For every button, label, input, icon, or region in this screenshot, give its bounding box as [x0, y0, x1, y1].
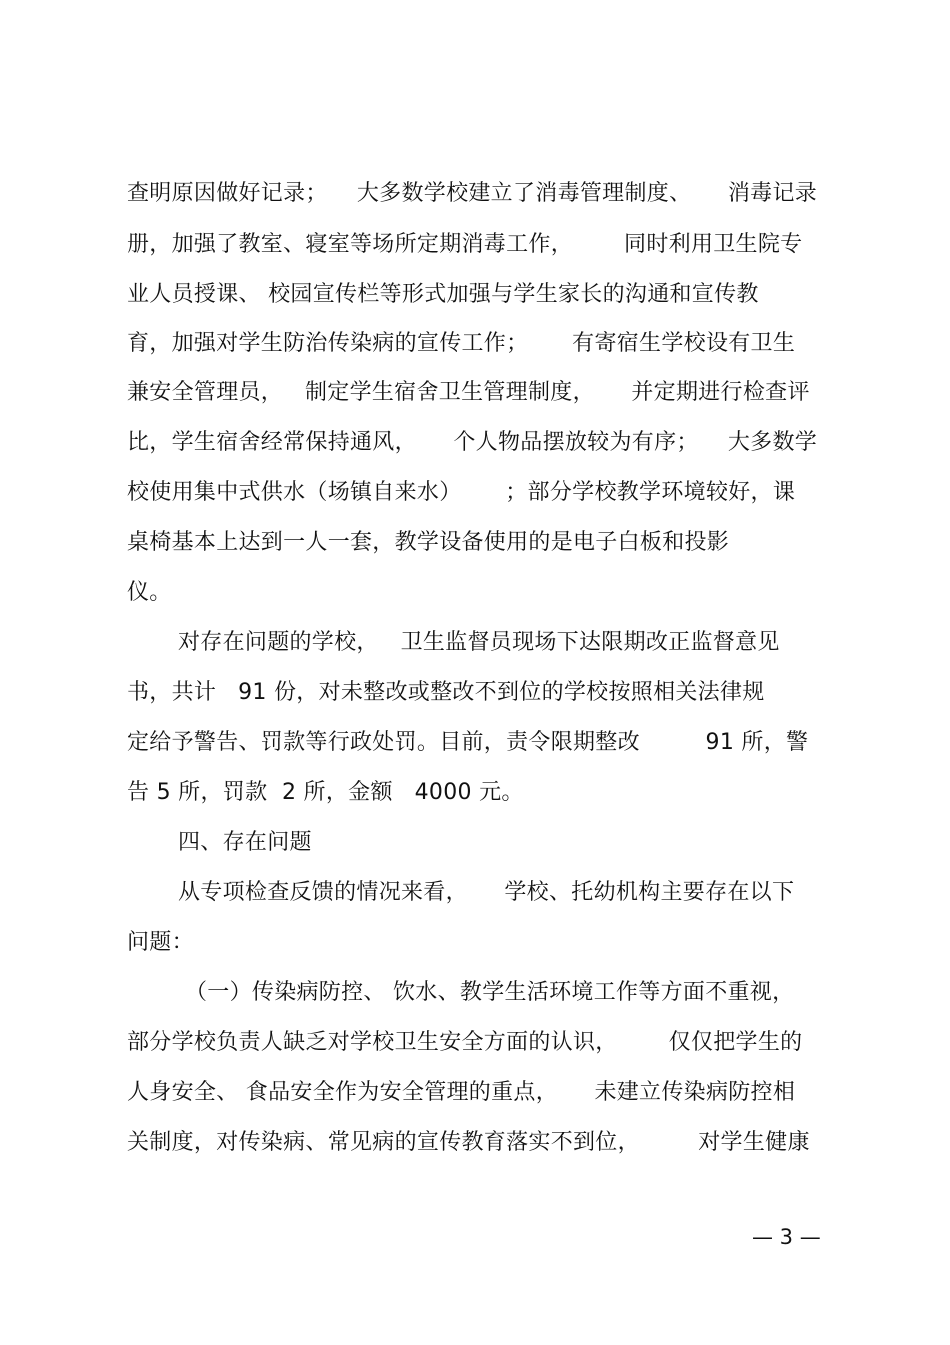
- text-line: 定给予警告、罚款等行政处罚。目前，责令限期整改 91 所，警: [127, 730, 809, 755]
- text-line: 校使用集中式供水（场镇自来水） ；部分学校教学环境较好，课: [127, 480, 796, 505]
- text-line: 书，共计 91 份，对未整改或整改不到位的学校按照相关法律规: [127, 680, 765, 705]
- text-line: 册，加强了教室、寝室等场所定期消毒工作， 同时利用卫生院专: [127, 232, 803, 257]
- text-line: 部分学校负责人缺乏对学校卫生安全方面的认识， 仅仅把学生的: [127, 1030, 803, 1055]
- section-heading: 四、存在问题: [178, 830, 312, 855]
- paragraph-first-line: 对存在问题的学校， 卫生监督员现场下达限期改正监督意见: [178, 630, 780, 655]
- text-line: 育，加强对学生防治传染病的宣传工作； 有寄宿生学校设有卫生: [127, 331, 796, 356]
- text-line: 桌椅基本上达到一人一套，教学设备使用的是电子白板和投影: [127, 530, 730, 555]
- text-line: 告 5 所，罚款 2 所，金额 4000 元。: [127, 780, 524, 805]
- paragraph-first-line: 从专项检查反馈的情况来看， 学校、托幼机构主要存在以下: [178, 880, 795, 905]
- text-line: 查明原因做好记录； 大多数学校建立了消毒管理制度、 消毒记录: [127, 181, 818, 206]
- subsection-line: （一）传染病防控、 饮水、教学生活环境工作等方面不重视，: [185, 980, 795, 1005]
- text-line: 比，学生宿舍经常保持通风， 个人物品摆放较为有序； 大多数学: [127, 430, 818, 455]
- page-number: — 3 —: [752, 1225, 821, 1249]
- text-line: 业人员授课、 校园宣传栏等形式加强与学生家长的沟通和宣传教: [127, 282, 759, 307]
- text-line: 关制度，对传染病、常见病的宣传教育落实不到位， 对学生健康: [127, 1130, 810, 1155]
- text-line: 人身安全、 食品安全作为安全管理的重点， 未建立传染病防控相: [127, 1080, 796, 1105]
- text-line: 兼安全管理员， 制定学生宿舍卫生管理制度， 并定期进行检查评: [127, 380, 810, 405]
- text-line: 问题：: [127, 930, 194, 955]
- text-line: 仪。: [127, 580, 172, 605]
